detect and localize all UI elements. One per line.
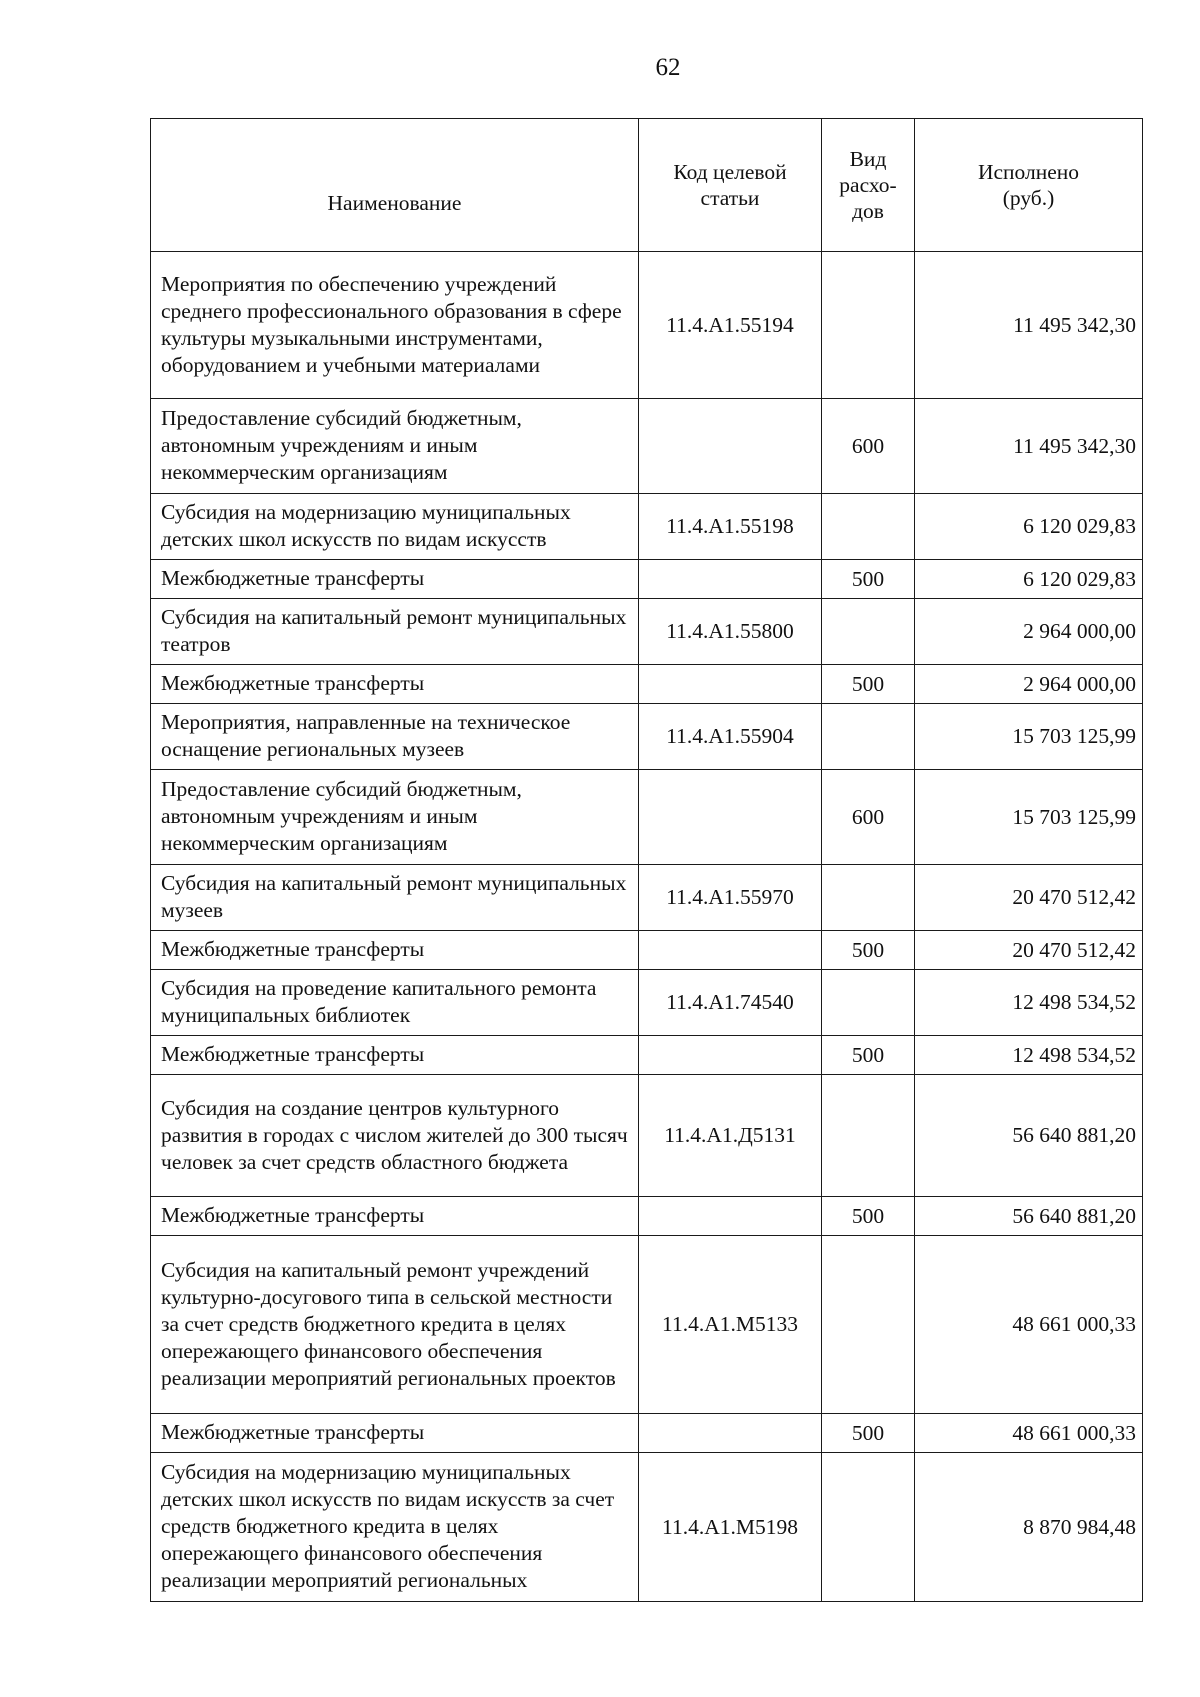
row-target-code: 11.4.А1.55194 [639, 252, 822, 399]
row-name: Субсидия на создание центров культурного развития в городах с числом жителей до 300 тысяч человек за счет средств областного бюджета [151, 1075, 639, 1197]
row-expense-type: 500 [822, 1197, 915, 1236]
table-row [151, 599, 1143, 665]
row-target-code: 11.4.А1.М5133 [639, 1236, 822, 1414]
table-body [151, 252, 1143, 1602]
row-expense-type [822, 1453, 915, 1602]
row-target-code: 11.4.А1.55970 [639, 865, 822, 931]
row-name: Межбюджетные трансферты [151, 931, 639, 970]
row-expense-type [822, 599, 915, 665]
header-type-line3: дов [852, 199, 884, 223]
row-target-code [639, 665, 822, 704]
row-expense-type: 500 [822, 1414, 915, 1453]
row-expense-type [822, 1236, 915, 1414]
row-name: Межбюджетные трансферты [151, 1036, 639, 1075]
row-amount: 6 120 029,83 [915, 560, 1143, 599]
row-name: Межбюджетные трансферты [151, 560, 639, 599]
header-type-line1: Вид [849, 147, 887, 171]
row-amount: 6 120 029,83 [915, 494, 1143, 560]
row-expense-type [822, 970, 915, 1036]
row-name: Субсидия на модернизацию муниципальных детских школ искусств по видам искусств [151, 494, 639, 560]
table-row [151, 665, 1143, 704]
row-name: Мероприятия по обеспечению учреждений среднего профессионального образования в сфере культуры музыкальными инструментами, оборудованием и учебными материалами [151, 252, 639, 399]
row-amount: 15 703 125,99 [915, 704, 1143, 770]
table-row [151, 1453, 1143, 1602]
row-amount: 56 640 881,20 [915, 1075, 1143, 1197]
row-name: Межбюджетные трансферты [151, 1414, 639, 1453]
row-amount: 12 498 534,52 [915, 1036, 1143, 1075]
row-name: Предоставление субсидий бюджетным, автономным учреждениям и иным некоммерческим организациям [151, 399, 639, 494]
row-target-code: 11.4.А1.Д5131 [639, 1075, 822, 1197]
row-name: Субсидия на капитальный ремонт муниципальных театров [151, 599, 639, 665]
row-name: Предоставление субсидий бюджетным, автономным учреждениям и иным некоммерческим организациям [151, 770, 639, 865]
header-code [639, 119, 822, 252]
row-name: Субсидия на капитальный ремонт муниципальных музеев [151, 865, 639, 931]
table-row [151, 770, 1143, 865]
header-code-line2: статьи [700, 186, 760, 210]
row-expense-type: 500 [822, 931, 915, 970]
table-row [151, 399, 1143, 494]
row-amount: 8 870 984,48 [915, 1453, 1143, 1602]
table-row [151, 560, 1143, 599]
row-amount: 48 661 000,33 [915, 1414, 1143, 1453]
header-name-label: Наименование [327, 191, 462, 215]
row-expense-type: 500 [822, 560, 915, 599]
row-target-code [639, 1197, 822, 1236]
row-expense-type [822, 865, 915, 931]
row-amount: 20 470 512,42 [915, 931, 1143, 970]
row-amount: 11 495 342,30 [915, 252, 1143, 399]
header-code-line1: Код целевой [673, 160, 787, 184]
row-target-code [639, 1414, 822, 1453]
row-expense-type: 600 [822, 770, 915, 865]
table-row [151, 1075, 1143, 1197]
row-expense-type [822, 1075, 915, 1197]
row-expense-type [822, 494, 915, 560]
row-amount: 11 495 342,30 [915, 399, 1143, 494]
header-amount-line1: Исполнено [977, 160, 1080, 184]
row-amount: 2 964 000,00 [915, 665, 1143, 704]
header-amount-line2: (руб.) [1002, 186, 1055, 210]
table-row [151, 865, 1143, 931]
row-target-code: 11.4.А1.М5198 [639, 1453, 822, 1602]
header-name [151, 119, 639, 252]
row-expense-type: 600 [822, 399, 915, 494]
table-row [151, 704, 1143, 770]
table-row [151, 970, 1143, 1036]
table-row [151, 1414, 1143, 1453]
header-type-line2: расхо- [839, 173, 897, 197]
row-name: Мероприятия, направленные на техническое оснащение региональных музеев [151, 704, 639, 770]
row-name: Субсидия на модернизацию муниципальных детских школ искусств по видам искусств за счет средств бюджетного кредита в целях опережающего финансового обеспечения реализации мероприятий региональных [151, 1453, 639, 1602]
row-expense-type: 500 [822, 1036, 915, 1075]
row-amount: 48 661 000,33 [915, 1236, 1143, 1414]
page-number: 62 [655, 54, 681, 81]
row-target-code [639, 1036, 822, 1075]
row-target-code [639, 560, 822, 599]
row-target-code: 11.4.А1.74540 [639, 970, 822, 1036]
header-amount [915, 119, 1143, 252]
table-row [151, 931, 1143, 970]
row-amount: 2 964 000,00 [915, 599, 1143, 665]
row-target-code: 11.4.А1.55198 [639, 494, 822, 560]
row-target-code: 11.4.А1.55800 [639, 599, 822, 665]
table-row [151, 1036, 1143, 1075]
row-target-code [639, 770, 822, 865]
row-expense-type [822, 704, 915, 770]
table-row [151, 494, 1143, 560]
row-expense-type: 500 [822, 665, 915, 704]
row-amount: 12 498 534,52 [915, 970, 1143, 1036]
row-amount: 15 703 125,99 [915, 770, 1143, 865]
table-row [151, 1197, 1143, 1236]
row-target-code [639, 399, 822, 494]
row-target-code [639, 931, 822, 970]
row-name: Субсидия на капитальный ремонт учреждений культурно-досугового типа в сельской местности за счет средств бюджетного кредита в целях опережающего финансового обеспечения реализации мероприятий региональных проектов [151, 1236, 639, 1414]
row-amount: 56 640 881,20 [915, 1197, 1143, 1236]
row-expense-type [822, 252, 915, 399]
row-name: Межбюджетные трансферты [151, 665, 639, 704]
row-target-code: 11.4.А1.55904 [639, 704, 822, 770]
table-header-row [151, 119, 1143, 252]
table-row [151, 252, 1143, 399]
header-expense-type [822, 119, 915, 252]
row-name: Межбюджетные трансферты [151, 1197, 639, 1236]
row-name: Субсидия на проведение капитального ремонта муниципальных библиотек [151, 970, 639, 1036]
row-amount: 20 470 512,42 [915, 865, 1143, 931]
budget-execution-table [150, 118, 1143, 1602]
table-row [151, 1236, 1143, 1414]
